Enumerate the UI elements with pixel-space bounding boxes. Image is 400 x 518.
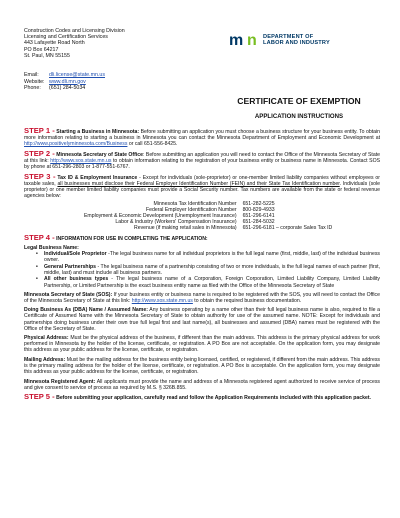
page-subtitle: APPLICATION INSTRUCTIONS [254,113,344,120]
registered-agent-text: All applicants must provide the name and address of a Minnesota registered agent authorized to receive service of process and give consent to service of process as required by M.S. § 326B.855. [24,378,380,391]
agency-phone: 651-296-6141 [242,213,275,220]
step-4-heading: INFORMATION FOR USE IN COMPLETING THE APPLICATION: [54,236,208,243]
tax-number-table [84,201,332,231]
address-line: St. Paul, MN 55155 [24,52,70,59]
physical-address-term: Physical Address: [24,335,69,342]
agency-name: Employment & Economic Development (Unemployment Insurance) [84,213,237,220]
step-3-paragraph [24,171,380,199]
step-5-label: STEP 5 - [24,392,55,402]
registered-agent-paragraph [24,379,380,391]
mn-logo-letter-n: n [247,32,257,49]
step-2-text: : Before submitting an application you will need to contact the Office of the Minnesota Secretary of State at this link: [24,151,380,164]
list-item-text: -The legal business name for all individual proprietors is the full legal name (first, middle, last) of the individual business owner. [44,251,380,264]
address-line: Licensing and Certification Services [24,34,108,41]
list-item [44,276,380,288]
step-4-heading-line [24,235,380,242]
agency-name: Federal Employer Identification Number [146,207,237,214]
logo-line-2: LABOR AND INDUSTRY [263,40,330,46]
website-label: Website: [24,78,45,85]
step-2-text-end: to obtain information relating to the registration of your business entity or business name in Minnesota. Contact SOS by phone at 651-296-2803 or 1-877-551-6767. [24,157,380,170]
sos-link-2[interactable]: http://www.sos.state.mn.us [131,297,193,304]
physical-address-text: Must be the physical address of the business, if different than the main address. This address is the primary physical address for work performed in Minnesota by the holder of the license, certificate, or registration. A PO Box are not acceptable. On the application form, you may designate this address as your public address for the license, certificate, or registration. [24,335,380,354]
logo-line-1: DEPARTMENT OF [263,33,314,40]
website-link[interactable]: www.dli.mn.gov [49,78,86,85]
page-title: CERTIFICATE OF EXEMPTION [237,96,361,106]
deed-business-link[interactable]: http://www.positivelyminnesota.com/Business [24,141,128,148]
address-line: Construction Codes and Licensing Division [24,28,125,34]
step-2-heading: Minnesota Secretary of State Office [54,151,143,158]
sos-link[interactable]: http://www.sos.state.mn.us [50,157,112,164]
mn-logo-mark [229,32,263,48]
mailing-address-text: Must be the mailing address for the business entity being licensed, certified, or registered, if different from the main address. This address is the primary mailing address for the holder of the license, certificate, or registration. A PO Box is acceptable. On the application form, you may designate this address as your public address for the license, certificate, or registration. [24,357,380,376]
email-label: Email: [24,72,39,78]
step-1-paragraph [24,128,380,147]
list-item-term: Individual/Sole Proprietor [44,251,107,258]
step-2-label: STEP 2 - [24,148,55,158]
email-link[interactable]: dli.license@state.mn.us [49,72,106,78]
agency-name: Minnesota Tax Identification Number [153,200,237,207]
mn-logo-letter-m: m [229,32,243,49]
dli-logo [229,30,379,50]
physical-address-paragraph [24,335,380,353]
instructions-body [24,128,380,405]
step-1-label: STEP 1 - [24,126,55,135]
step-3-label: STEP 3 - [24,171,56,181]
step-1-text-end: or call 651-556-8425. [127,141,178,148]
sos-text: If your business entity or business name is required to be registered with the SOS, you will need to contact the Office of the Minnesota Secretary of State at this link: [24,291,380,304]
address-line: 443 Lafayette Road North [24,40,85,47]
dba-term: Doing Business As (DBA) Name / Assumed Name: [24,307,148,314]
step-1-heading: Starting a Business in Minnesota: [54,129,140,135]
agency-phone: 800-829-4933 [242,207,275,214]
dba-text: Any business operating by a name other than their full legal business name is also, required to file a Certificate of Assumed Name with the Minnesota Secretary of State to obtain authority for use of the assumed name. NOTE: Except for individuals and partnerships doing business under their own true full legal first and last name(s), all businesses and assumed (DBA) names must be registered with the Office of the Secretary of State. [24,307,380,332]
sos-term: Minnesota Secretary of State (SOS): [24,291,113,298]
phone-number: (651) 284-5034 [49,85,86,92]
sos-text-end: to obtain the required business documentation. [192,297,302,304]
table-row [84,225,332,231]
list-item-term: General Partnerships [44,263,97,270]
step-3-heading: Tax ID & Employment Insurance [55,174,138,181]
legal-name-list [44,251,380,289]
phone-label: Phone: [24,85,41,92]
list-item [44,251,380,263]
mailing-address-paragraph [24,357,380,375]
list-item [44,264,380,276]
step-2-paragraph [24,148,380,170]
registered-agent-term: Minnesota Registered Agent: [24,378,96,385]
step-3-underlined-text: all businesses must disclose their Federal Employer Identification Number (FEIN) and their State Tax Identification number [57,180,340,187]
list-item-term: All other business types [44,276,109,283]
agency-name: Revenue (if making retail sales in Minnesota) [134,225,237,232]
address-line: PO Box 64217 [24,46,59,53]
step-4-label: STEP 4 - [24,233,55,243]
dba-paragraph [24,307,380,331]
step-5-text: Before submitting your application, carefully read and follow the Application Requirements included with this application packet. [54,395,371,402]
sos-paragraph [24,292,380,304]
division-address [24,28,125,59]
step-3-text-end: . Individuals (sole proprietor) or one member limited liability companies must provide a Social Security number. Tax numbers are available from the state or federal revenue agencies below: [24,180,380,199]
legal-business-name-heading: Legal Business Name: [24,244,79,251]
agency-phone: 651-284-5032 [242,219,275,226]
list-item-text: - The legal business name of a partnership consisting of two or more individuals, is the full legal names of each partner (first, middle, last) and must include all business partners. [44,263,381,276]
step-1-text: Before submitting an application you must choose a business structure for your business entity. To obtain more information relating to starting a business in Minnesota you can contact the Minnesota Department of Employment and Economic Development at [24,129,381,142]
step-3-text: - Except for individuals (sole-proprietor) or one-member limited liability companies without employees or taxable sales, [24,174,380,187]
mailing-address-term: Mailing Address: [24,357,66,363]
contact-block [24,72,105,92]
list-item-text: - The legal business name of a Corporation, Foreign Corporation, Limited Liability Company, Limited Liability Partnership, or Limited Partnership is the exact business entity name as filed with the Office of the Minnesota Secretary of State [44,276,380,289]
agency-phone: 651-282-5225 [242,200,275,207]
step-5-paragraph [24,394,380,401]
agency-phone: 651-296-6181 – corporate Sales Tax ID [242,225,333,232]
agency-name: Labor & Industry (Workers' Compensation Insurance) [115,219,237,226]
